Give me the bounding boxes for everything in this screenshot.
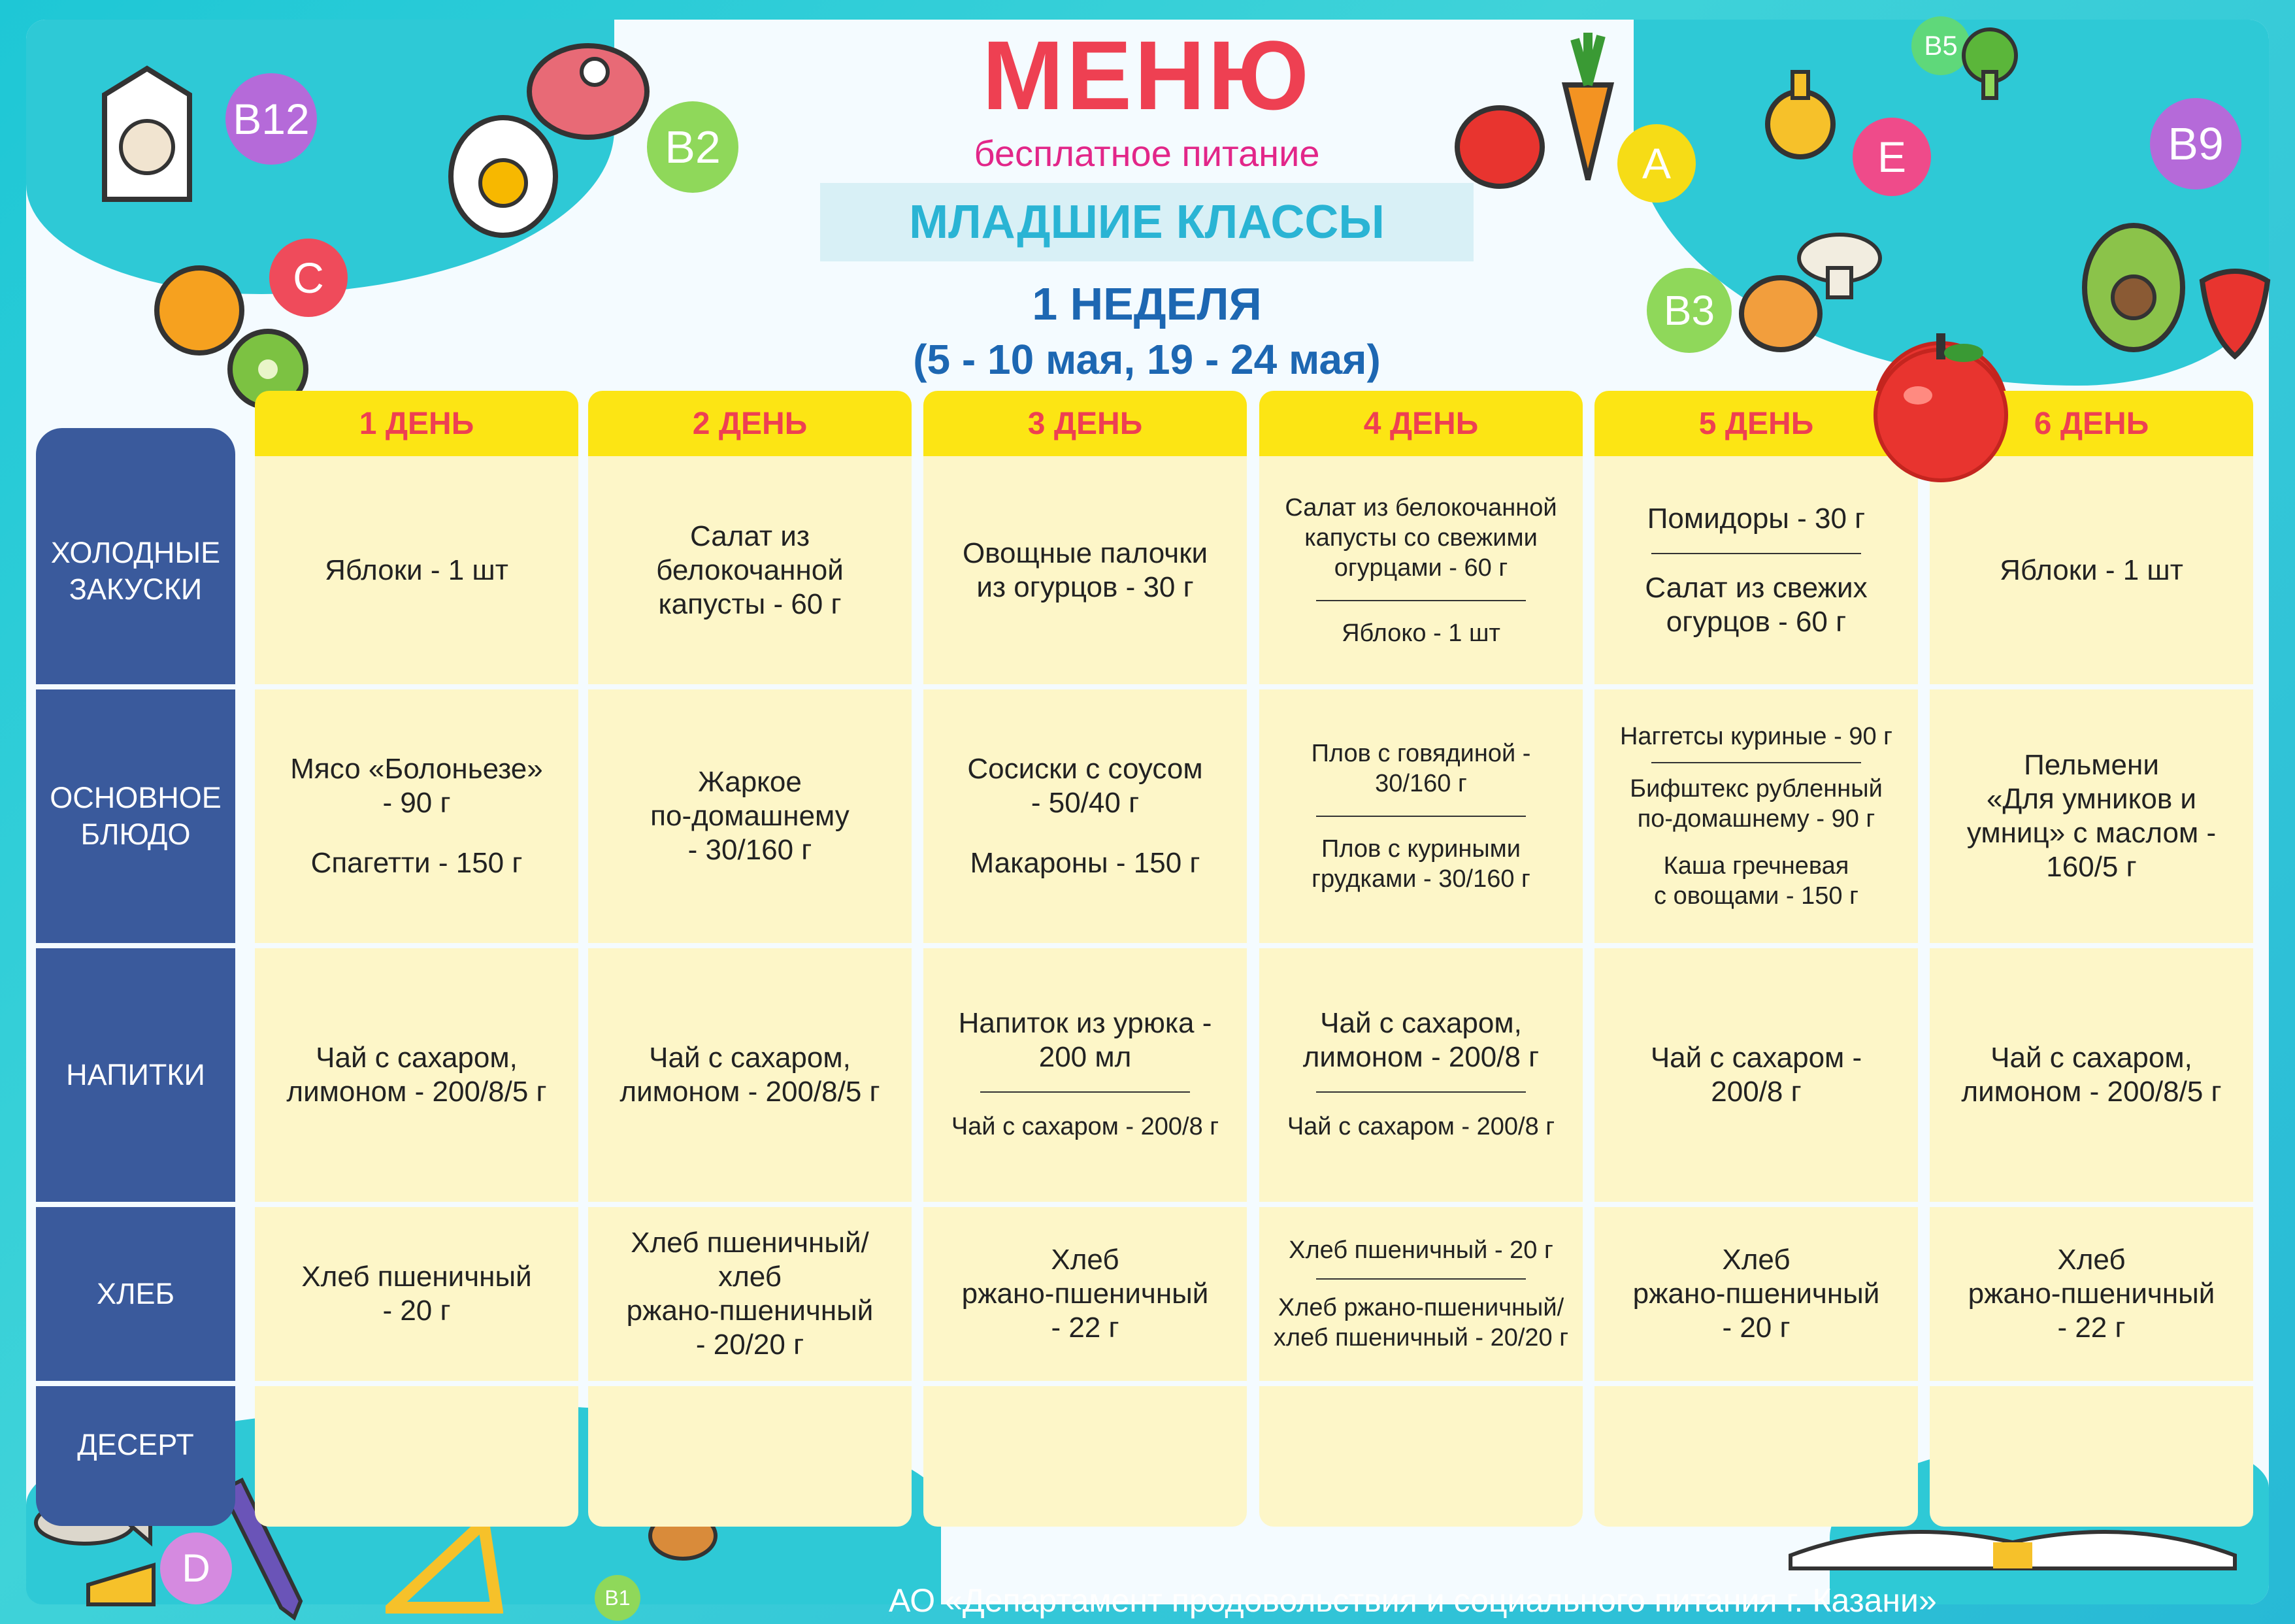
option-divider (1316, 1278, 1526, 1280)
menu-item: Салат из белокочанной капусты со свежими огурцами - 60 г (1285, 493, 1557, 582)
day-header: 6 ДЕНЬ (1930, 391, 2253, 456)
cell-divider (1594, 684, 1918, 689)
vitamin-a-badge: A (1617, 124, 1696, 203)
ruler-triangle-icon (386, 1516, 503, 1614)
day-header: 3 ДЕНЬ (923, 391, 1247, 456)
cell-cold-starters (923, 456, 1247, 684)
cell-bread (1594, 1207, 1918, 1381)
cell-divider (255, 1381, 578, 1386)
cell-main-course (1259, 689, 1583, 943)
cell-divider (923, 1202, 1247, 1207)
vitamin-c-badge: C (269, 239, 348, 317)
menu-item: Каша гречневая с овощами - 150 г (1654, 852, 1858, 910)
day-header: 5 ДЕНЬ (1594, 391, 1918, 456)
cell-drinks (1594, 948, 1918, 1202)
chicken-leg-icon (1735, 268, 1833, 373)
cell-divider (588, 684, 912, 689)
menu-item: Чай с сахаром, лимоном - 200/8/5 г (1961, 1042, 2222, 1108)
day-header: 2 ДЕНЬ (588, 391, 912, 456)
cell-bread (255, 1207, 578, 1381)
menu-item: Мясо «Болоньезе» - 90 г (290, 753, 543, 819)
menu-item: Хлеб ржано-пшеничный - 22 г (1968, 1244, 2215, 1344)
menu-item: Сосиски с соусом - 50/40 г (967, 753, 1203, 819)
menu-item: Плов с говядиной - 30/160 г (1311, 740, 1531, 797)
carrot-icon (1549, 26, 1627, 183)
cell-main-course (588, 689, 912, 943)
menu-item: Салат из свежих огурцов - 60 г (1645, 571, 1868, 638)
row-divider (36, 1202, 235, 1207)
row-label-main-course: ОСНОВНОЕ БЛЮДО (50, 781, 222, 851)
oil-bottle-icon (1761, 65, 1840, 163)
menu-item: Хлеб ржано-пшеничный/ хлеб пшеничный - 20/20 г (1273, 1294, 1569, 1351)
menu-item: Яблоки - 1 шт (325, 554, 508, 586)
cell-drinks (1259, 948, 1583, 1202)
menu-item: Чай с сахаром, лимоном - 200/8/5 г (619, 1042, 880, 1108)
row-divider (36, 1381, 235, 1386)
menu-item: Помидоры - 30 г (1647, 502, 1866, 535)
row-label-dessert: ДЕСЕРТ (77, 1428, 194, 1461)
cell-divider (1930, 1202, 2253, 1207)
cell-divider (1930, 684, 2253, 689)
menu-item: Чай с сахаром - 200/8 г (1287, 1113, 1555, 1140)
vitamin-b9-badge: B9 (2150, 98, 2241, 190)
cell-divider (1259, 943, 1583, 948)
cell-main-course (1594, 689, 1918, 943)
cell-divider (1930, 1381, 2253, 1386)
menu-item: Плов с куриными грудками - 30/160 г (1312, 835, 1530, 893)
cell-divider (588, 943, 912, 948)
menu-item: Хлеб пшеничный - 20 г (301, 1261, 532, 1327)
cell-divider (1594, 1381, 1918, 1386)
menu-item: Овощные палочки из огурцов - 30 г (962, 537, 1208, 603)
menu-item: Хлеб ржано-пшеничный - 20 г (1632, 1244, 1880, 1344)
vitamin-b2-badge: B2 (647, 101, 738, 193)
week-label: 1 НЕДЕЛЯ (1032, 278, 1262, 329)
footer-organization: АО «Департамент продовольствия и социального питания г. Казани» (889, 1582, 1937, 1619)
cell-divider (255, 1202, 578, 1207)
menu-item: Спагетти - 150 г (310, 847, 523, 879)
menu-item: Хлеб пшеничный/хлеб ржано-пшеничный - 20/20 г (626, 1227, 874, 1361)
cell-divider (1594, 1202, 1918, 1207)
vitamin-b1-badge: B1 (595, 1575, 640, 1621)
cell-bread (1930, 1207, 2253, 1381)
menu-item: Салат из белокочанной капусты - 60 г (656, 520, 844, 620)
row-divider (36, 684, 235, 689)
cell-main-course (1930, 689, 2253, 943)
menu-item: Яблоко - 1 шт (1342, 619, 1500, 647)
vitamin-b12-badge: B12 (225, 73, 317, 165)
cell-main-course (923, 689, 1247, 943)
menu-item: Макароны - 150 г (970, 847, 1200, 879)
cell-divider (1259, 1381, 1583, 1386)
option-divider (1316, 816, 1526, 817)
cheese-icon (85, 1552, 157, 1611)
day-column-3 (923, 391, 1247, 1527)
cell-bread (588, 1207, 912, 1381)
milk-carton-icon (91, 56, 203, 206)
pepper-icon (1451, 91, 1549, 190)
row-divider (36, 943, 235, 948)
cell-cold-starters (588, 456, 912, 684)
group-ribbon: МЛАДШИЕ КЛАССЫ (820, 183, 1474, 261)
cell-divider (1259, 684, 1583, 689)
menu-header (784, 20, 1510, 386)
menu-item: Хлеб пшеничный - 20 г (1289, 1236, 1553, 1264)
day-column-4 (1259, 391, 1583, 1527)
menu-item: Чай с сахаром, лимоном - 200/8/5 г (286, 1042, 547, 1108)
cell-divider (923, 1381, 1247, 1386)
cell-divider (588, 1202, 912, 1207)
page-subtitle: бесплатное питание (974, 133, 1320, 174)
cell-drinks (1930, 948, 2253, 1202)
day-header: 1 ДЕНЬ (255, 391, 578, 456)
apple-icon (1866, 333, 2016, 484)
vitamin-b3-badge: B3 (1647, 268, 1732, 353)
day-column-6 (1930, 391, 2253, 1527)
menu-item: Напиток из урюка - 200 мл (958, 1007, 1212, 1073)
menu-item: Яблоки - 1 шт (2000, 554, 2183, 586)
day-column-2 (588, 391, 912, 1527)
row-label-cold-starters: ХОЛОДНЫЕ ЗАКУСКИ (50, 535, 221, 606)
cell-drinks (923, 948, 1247, 1202)
cell-cold-starters (1930, 456, 2253, 684)
cell-bread (923, 1207, 1247, 1381)
option-divider (1316, 1091, 1526, 1093)
cell-cold-starters (255, 456, 578, 684)
day-column-5 (1594, 391, 1918, 1527)
option-divider (1651, 762, 1861, 763)
cell-divider (255, 943, 578, 948)
page-title: МЕНЮ (982, 20, 1312, 130)
cell-bread (1259, 1207, 1583, 1381)
row-label-drinks: НАПИТКИ (66, 1058, 205, 1091)
day-column-1 (255, 391, 578, 1527)
menu-item: Пельмени «Для умников и умниц» с маслом - 160/5 г (1966, 749, 2217, 883)
menu-item: Чай с сахаром - 200/8 г (1650, 1042, 1862, 1108)
strawberry-icon (2196, 255, 2274, 359)
option-divider (980, 1091, 1190, 1093)
day-header: 4 ДЕНЬ (1259, 391, 1583, 456)
vitamin-d-badge: D (160, 1533, 232, 1604)
vitamin-b5-badge: B5 (1911, 16, 1970, 75)
cell-divider (923, 684, 1247, 689)
avocado-icon (2078, 216, 2189, 353)
menu-item: Наггетсы куриные - 90 г (1619, 723, 1893, 750)
menu-item: Чай с сахаром, лимоном - 200/8 г (1302, 1007, 1540, 1073)
cell-divider (1594, 943, 1918, 948)
cell-main-course (255, 689, 578, 943)
menu-item: Хлеб ржано-пшеничный - 22 г (961, 1244, 1209, 1344)
cell-divider (1259, 1202, 1583, 1207)
menu-item: Бифштекс рубленный по-домашнему - 90 г (1630, 775, 1883, 833)
cell-divider (588, 1381, 912, 1386)
cell-divider (255, 684, 578, 689)
cell-drinks (255, 948, 578, 1202)
menu-item: Чай с сахаром - 200/8 г (951, 1113, 1219, 1140)
row-label-bread: ХЛЕБ (96, 1277, 175, 1310)
cell-divider (1930, 943, 2253, 948)
option-divider (1651, 553, 1861, 554)
broccoli-icon (1954, 26, 2026, 105)
cell-divider (923, 943, 1247, 948)
cell-cold-starters (1594, 456, 1918, 684)
cell-cold-starters (1259, 456, 1583, 684)
meat-icon (523, 26, 653, 157)
cell-drinks (588, 948, 912, 1202)
menu-item: Жаркое по-домашнему - 30/160 г (650, 766, 850, 866)
date-range: (5 - 10 мая, 19 - 24 мая) (913, 336, 1381, 383)
option-divider (1316, 600, 1526, 601)
vitamin-e-badge: E (1853, 118, 1931, 196)
